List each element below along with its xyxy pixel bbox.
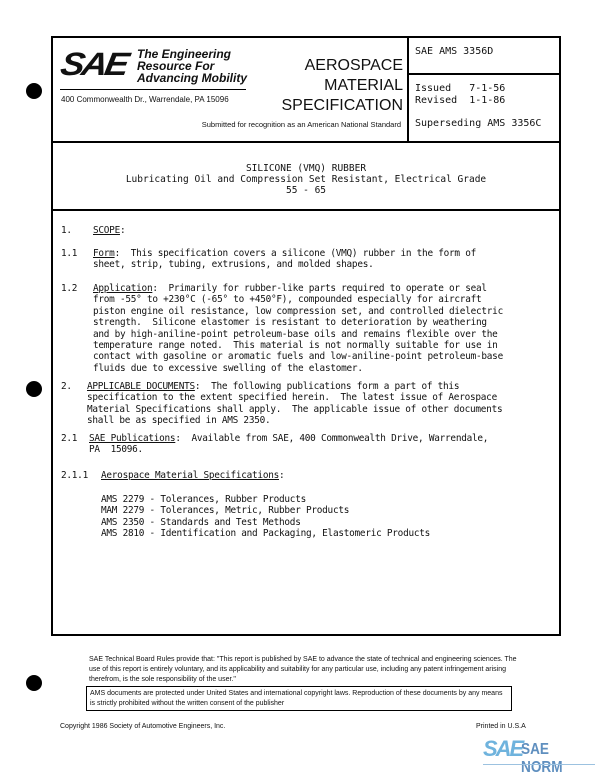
header-right — [407, 38, 559, 141]
grade-line: 55 - 65 — [285, 185, 327, 196]
document-title-block — [53, 141, 559, 211]
document-header — [53, 38, 559, 143]
title-line: SILICONE (VMQ) RUBBER — [245, 163, 367, 174]
sae-norm-watermark — [483, 736, 598, 776]
section-heading: Application — [93, 283, 153, 294]
subtitle-line: Lubricating Oil and Compression Set Resistant, Electrical Grade — [125, 174, 487, 185]
divider — [60, 89, 246, 90]
document-frame: SAE The Engineering Resource For Advancing Mobility 400 Commonwealth Dr., Warrendale, PA 15096 AEROSPACE MATERIAL SPECIFICATION Submitted for recognition as an American National Standard SAE AMS 3356D Issued 7-1-56 Revised 1-1-86 Superseding AMS 3356C SILICONE (VMQ) RUBBER Lubricating Oil and Compression Set Resistant, Electrical Grade 55 - 65 1. SCOPE: 1.1 Form: This specification covers a silicone (VMQ) rubber in the form of sheet, strip, tubing, extrusions, and molded shapes. 1.2 Application: Primarily for rubber-like parts required to operate or seal from -55° to +230°C (-65° to +450°F), compounded especially for aircraft piston engine oil resistance, low compression set, and controlled dielectric strength. Silicone elastomer is resistant to deterioration by weathering and by high-aniline-point petroleum-base oils and remains flexible over the temperature range noted. This material is not normally suitable for use in contact with gasoline or aromatic fuels and low-aniline-point petroleum-base fluids due to excessive swelling of the elastomer. 2. APPLICABLE DOCUMENTS: The following publications form a part of this specification to the extent specified herein. The latest issue of Aerospace Material Specifications shall apply. The applicable issue of other documents shall be as specified in AMS 2350. 2.1 SAE Publications: Available from SAE, 400 Commonwealth Drive, Warrendale, PA 15096. 2.1.1 Aerospace Material Specifications: AMS 2279 - Tolerances, Rubber Products MAM 2279 - Tolerances, Metric, Rubber Products AMS 2350 - Standards and Test Methods AMS 2810 - Identification and Packaging, Elastomeric Products — [51, 36, 561, 636]
section-heading: Form — [93, 248, 115, 259]
spec-type-title: AEROSPACE MATERIAL SPECIFICATION — [281, 57, 403, 114]
sae-tagline: The Engineering Resource For Advancing Mobility — [137, 47, 248, 85]
board-rules-note: SAE Technical Board Rules provide that: "This report is published by SAE to advance the state of technical and engineering sciences. The use of this report is entirely voluntary, and its applicability and suitability for any particular use, including any patent infringement arising therefrom, is the sole responsibility of the user." — [89, 656, 517, 683]
reference-item: AMS 2350 - Standards and Test Methods — [101, 516, 301, 528]
sae-address: 400 Commonwealth Dr., Warrendale, PA 15096 — [61, 95, 229, 104]
reference-item: AMS 2279 - Tolerances, Rubber Products — [101, 494, 306, 505]
document-number: SAE AMS 3356D — [415, 46, 494, 57]
section-heading: APPLICABLE DOCUMENTS — [87, 381, 195, 392]
punch-hole — [26, 381, 42, 397]
copyright-line: Copyright 1986 Society of Automotive Engineers, Inc. — [60, 723, 226, 730]
sae-logo: SAE — [57, 45, 130, 82]
printed-in-label: Printed in U.S.A — [476, 723, 526, 730]
header-left — [53, 38, 409, 141]
divider — [483, 764, 595, 765]
watermark-logo: SAE — [483, 736, 523, 761]
reference-item: MAM 2279 - Tolerances, Metric, Rubber Products — [101, 505, 350, 517]
issue-dates: Issued 7-1-56 Revised 1-1-86 — [415, 83, 506, 106]
ansi-submission-note: Submitted for recognition as an American National Standard — [201, 120, 401, 129]
copyright-notice-box: AMS documents are protected under United States and international copyright laws. Reproduction of these documents by any means is strictly prohibited without the written consent of the publisher — [86, 686, 512, 711]
watermark-text: SAE NORM — [521, 741, 563, 776]
superseding-note: Superseding AMS 3356C — [415, 118, 542, 129]
punch-hole — [26, 675, 42, 691]
section-heading: SAE Publications — [89, 433, 176, 444]
punch-hole — [26, 83, 42, 99]
section-heading: Aerospace Material Specifications — [101, 470, 280, 481]
divider — [407, 73, 559, 75]
reference-item: AMS 2810 - Identification and Packaging, Elastomeric Products — [101, 528, 431, 540]
section-heading: SCOPE — [93, 225, 120, 236]
